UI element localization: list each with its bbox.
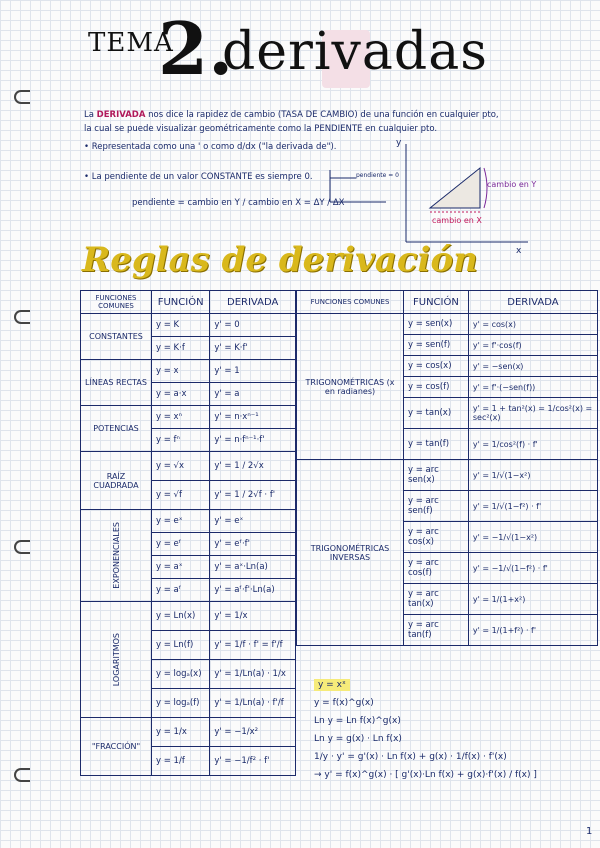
category-cell: EXPONENCIALES — [81, 510, 152, 602]
derivative-cell: y' = −1/√(1−f²) · f' — [468, 553, 597, 584]
slope-graph — [396, 140, 536, 250]
function-cell: y = K — [152, 314, 210, 337]
derivative-cell: y' = 1/(1+x²) — [468, 584, 597, 615]
title-number: 2. — [158, 6, 234, 91]
category-cell: TRIGONOMÉTRICAS INVERSAS — [297, 460, 404, 646]
function-cell: y = tan(f) — [404, 429, 469, 460]
binder-ring-3 — [14, 540, 30, 554]
derivative-cell: y' = −sen(x) — [468, 356, 597, 377]
function-cell: y = √f — [152, 481, 210, 510]
col-header-comunes-2: FUNCIONES COMUNES — [297, 291, 404, 314]
function-cell: y = tan(x) — [404, 398, 469, 429]
derivative-cell: y' = n·xⁿ⁻¹ — [210, 406, 296, 429]
function-cell: y = sen(x) — [404, 314, 469, 335]
special-line-3: Ln y = g(x) · Ln f(x) — [314, 734, 402, 744]
category-cell: TRIGONOMÉTRICAS (x en radianes) — [297, 314, 404, 460]
derivative-cell: y' = 1/x — [210, 602, 296, 631]
derivative-cell: y' = 1/√(1−f²) · f' — [468, 491, 597, 522]
left-table-row — [81, 406, 296, 429]
right-table-row — [297, 314, 598, 335]
mini-graph-label: pendiente = 0 — [356, 172, 399, 179]
function-cell: y = arc tan(x) — [404, 584, 469, 615]
x-power-x-box — [314, 676, 564, 784]
category-cell: "FRACCIÓN" — [81, 718, 152, 776]
function-cell: y = cos(x) — [404, 356, 469, 377]
slope-formula: pendiente = cambio en Y / cambio en X = ΔY / ΔX — [132, 198, 345, 208]
function-cell: y = x — [152, 360, 210, 383]
rise-label: cambio en Y — [487, 180, 537, 189]
left-table-row — [81, 314, 296, 337]
col-header-funcion: FUNCIÓN — [152, 291, 210, 314]
left-table-row — [81, 510, 296, 533]
right-table-row — [297, 460, 598, 491]
derivative-cell: y' = 1/(1+f²) · f' — [468, 615, 597, 646]
function-cell: y = aˣ — [152, 556, 210, 579]
derivative-cell: y' = 1/Ln(a) · 1/x — [210, 660, 296, 689]
function-cell: y = xⁿ — [152, 406, 210, 429]
derivada-term: DERIVADA — [96, 110, 146, 120]
function-cell: y = arc cos(x) — [404, 522, 469, 553]
derivative-cell: y' = 1/Ln(a) · f'/f — [210, 689, 296, 718]
special-line-1: y = f(x)^g(x) — [314, 698, 374, 708]
x-axis-label: x — [516, 246, 522, 256]
bullet-2: • La pendiente de un valor CONSTANTE es siempre 0. — [84, 172, 313, 182]
derivative-cell: y' = eˣ — [210, 510, 296, 533]
derivative-cell: y' = K·f' — [210, 337, 296, 360]
page-number: 1 — [586, 826, 593, 837]
derivative-cell: y' = 1 / 2√x — [210, 452, 296, 481]
binder-ring-4 — [14, 768, 30, 782]
function-cell: y = eᶠ — [152, 533, 210, 556]
function-cell: y = logₐ(x) — [152, 660, 210, 689]
right-rules-table — [296, 290, 598, 646]
special-head: y = xˣ — [314, 679, 350, 691]
function-cell: y = logₐ(f) — [152, 689, 210, 718]
special-line-5: → y' = f(x)^g(x) · [ g'(x)·Ln f(x) + g(x)·f'(x) / f(x) ] — [314, 770, 537, 780]
category-cell: LOGARITMOS — [81, 602, 152, 718]
derivative-cell: y' = eᶠ·f' — [210, 533, 296, 556]
function-cell: y = arc cos(f) — [404, 553, 469, 584]
derivative-cell: y' = 1/cos²(f) · f' — [468, 429, 597, 460]
function-cell: y = 1/f — [152, 747, 210, 776]
derivative-cell: y' = −1/f² · f' — [210, 747, 296, 776]
category-cell: LÍNEAS RECTAS — [81, 360, 152, 406]
title-word: derivadas — [222, 22, 488, 82]
derivative-cell: y' = f'·cos(f) — [468, 335, 597, 356]
function-cell: y = √x — [152, 452, 210, 481]
category-cell: CONSTANTES — [81, 314, 152, 360]
function-cell: y = a·x — [152, 383, 210, 406]
function-cell: y = arc tan(f) — [404, 615, 469, 646]
derivative-cell: y' = 1 / 2√f · f' — [210, 481, 296, 510]
category-cell: RAÍZ CUADRADA — [81, 452, 152, 510]
derivative-cell: y' = 1 + tan²(x) = 1/cos²(x) = sec²(x) — [468, 398, 597, 429]
function-cell: y = K·f — [152, 337, 210, 360]
derivative-cell: y' = aˣ·Ln(a) — [210, 556, 296, 579]
bullet-1: • Representada como una ' o como d/dx ("la derivada de"). — [84, 142, 337, 152]
col-header-comunes: FUNCIONES COMUNES — [81, 291, 152, 314]
category-cell: POTENCIAS — [81, 406, 152, 452]
function-cell: y = cos(f) — [404, 377, 469, 398]
left-table-row — [81, 360, 296, 383]
rules-title: Reglas de derivación — [82, 240, 478, 280]
binder-ring-2 — [14, 310, 30, 324]
derivative-cell: y' = 1/f · f' = f'/f — [210, 631, 296, 660]
function-cell: y = Ln(x) — [152, 602, 210, 631]
special-line-2: Ln y = Ln f(x)^g(x) — [314, 716, 401, 726]
col-header-derivada: DERIVADA — [210, 291, 296, 314]
derivative-cell: y' = 1 — [210, 360, 296, 383]
run-label: cambio en X — [432, 216, 482, 225]
function-cell: y = sen(f) — [404, 335, 469, 356]
function-cell: y = Ln(f) — [152, 631, 210, 660]
derivative-cell: y' = 1/√(1−x²) — [468, 460, 597, 491]
left-table-row — [81, 452, 296, 481]
function-cell: y = aᶠ — [152, 579, 210, 602]
function-cell: y = arc sen(x) — [404, 460, 469, 491]
function-cell: y = arc sen(f) — [404, 491, 469, 522]
derivative-cell: y' = n·fⁿ⁻¹·f' — [210, 429, 296, 452]
binder-ring-1 — [14, 90, 30, 104]
intro-line-2: la cual se puede visualizar geométricamente como la PENDIENTE en cualquier pto. — [84, 124, 438, 134]
title-tema: TEMA — [88, 28, 174, 58]
left-rules-table — [80, 290, 296, 776]
left-table-row — [81, 602, 296, 631]
derivative-cell: y' = cos(x) — [468, 314, 597, 335]
derivative-cell: y' = −1/√(1−x²) — [468, 522, 597, 553]
derivative-cell: y' = −1/x² — [210, 718, 296, 747]
col-header-derivada-2: DERIVADA — [468, 291, 597, 314]
special-line-4: 1/y · y' = g'(x) · Ln f(x) + g(x) · 1/f(x) · f'(x) — [314, 752, 507, 762]
function-cell: y = fⁿ — [152, 429, 210, 452]
y-axis-label: y — [396, 138, 402, 148]
derivative-cell: y' = aᶠ·f'·Ln(a) — [210, 579, 296, 602]
left-table-row — [81, 718, 296, 747]
function-cell: y = 1/x — [152, 718, 210, 747]
derivative-cell: y' = a — [210, 383, 296, 406]
derivative-cell: y' = f'·(−sen(f)) — [468, 377, 597, 398]
derivative-cell: y' = 0 — [210, 314, 296, 337]
function-cell: y = eˣ — [152, 510, 210, 533]
intro-text: La DERIVADA nos dice la rapidez de cambio (TASA DE CAMBIO) de una función en cualquier pto, la cual se puede visualizar geométricamente como la PENDIENTE en cualquier pto. • Representada como una ' o como d/dx ("la derivada de"). • La pendiente de un valor CONSTANTE es siempre 0. pendiente = cambio en Y / cambio en X = ΔY / ΔX — [84, 108, 524, 210]
col-header-funcion-2: FUNCIÓN — [404, 291, 469, 314]
